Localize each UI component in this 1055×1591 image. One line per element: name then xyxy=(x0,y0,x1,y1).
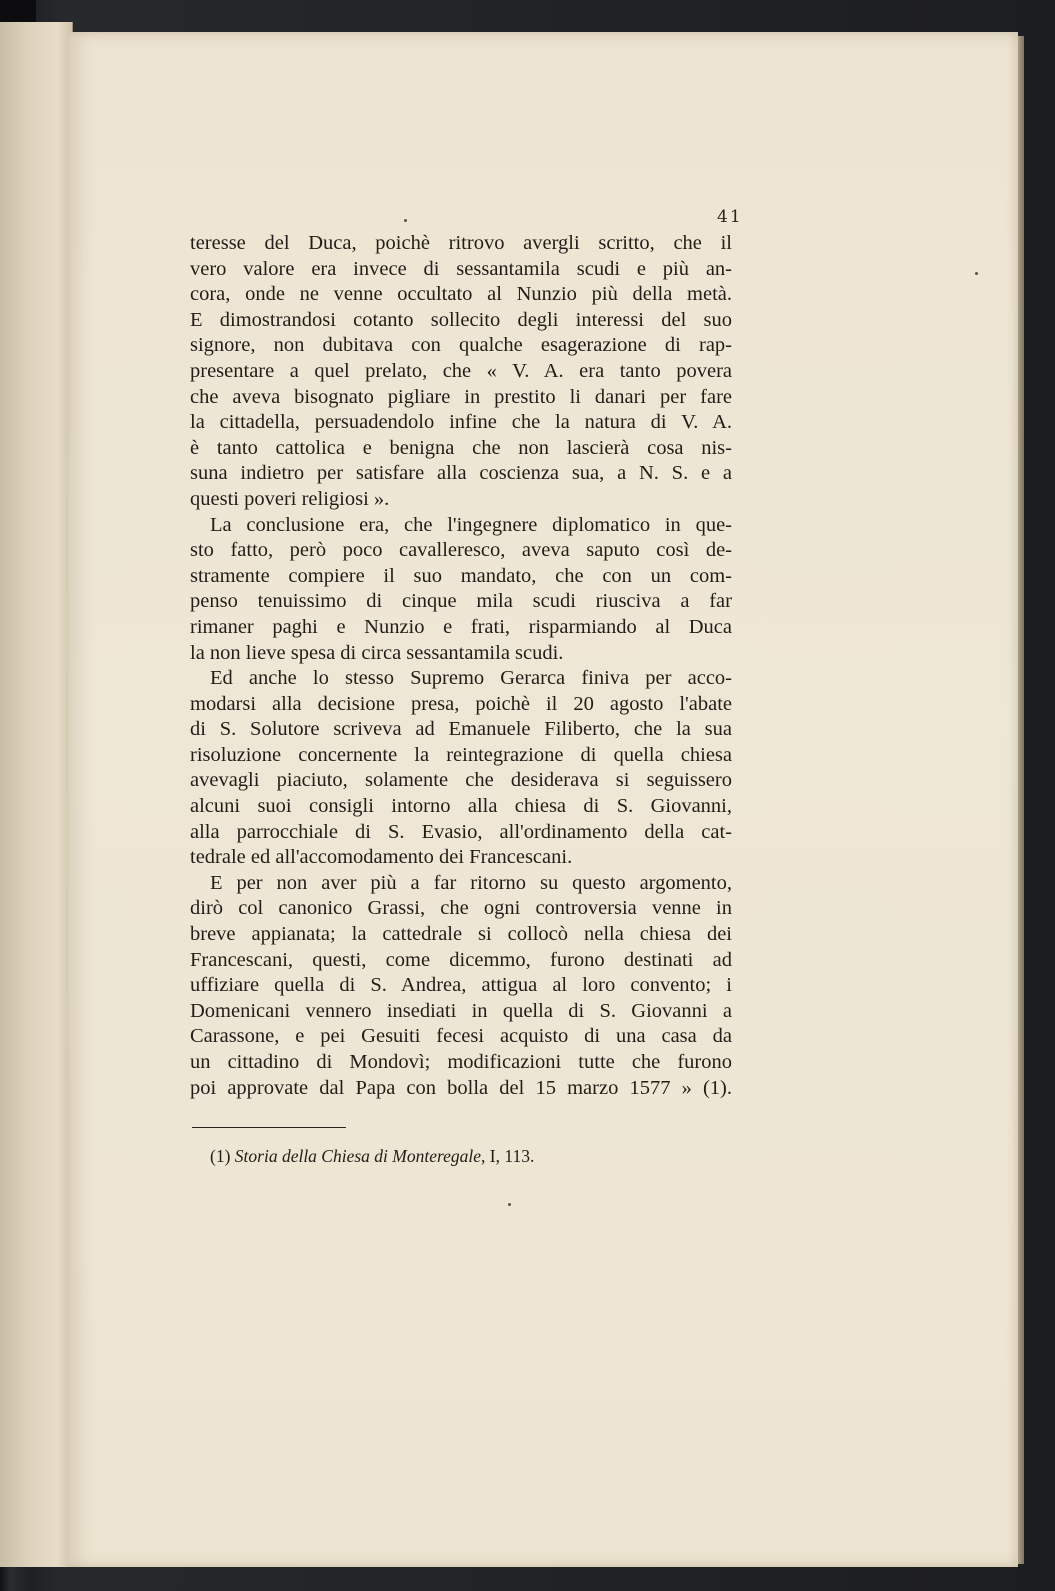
text-line: breve appianata; la cattedrale si collocò nella chiesa dei xyxy=(190,923,732,946)
text-line: è tanto cattolica e benigna che non lascierà cosa nis- xyxy=(190,436,732,459)
footnote-title: Storia della Chiesa di Monteregale xyxy=(234,1146,482,1166)
text-line: Ed anche lo stesso Supremo Gerarca finiva per acco- xyxy=(210,667,732,690)
text-line: la cittadella, persuadendolo infine che la natura di V. A. xyxy=(190,411,732,434)
paper-speck xyxy=(404,219,407,222)
text-line: stramente compiere il suo mandato, che con un com- xyxy=(190,564,732,587)
text-line: E per non aver più a far ritorno su questo argomento, xyxy=(210,871,732,894)
footnote-divider xyxy=(192,1127,346,1128)
text-line: la non lieve spesa di circa sessantamila scudi. xyxy=(190,641,564,664)
body-text xyxy=(190,231,732,1101)
text-line: dirò col canonico Grassi, che ogni controversia venne in xyxy=(190,897,732,920)
paper-speck xyxy=(975,272,978,275)
text-line: presentare a quel prelato, che « V. A. era tanto povera xyxy=(190,359,732,382)
footnote xyxy=(210,1146,534,1167)
text-line: La conclusione era, che l'ingegnere diplomatico in que- xyxy=(210,513,732,536)
text-line: suna indietro per satisfare alla coscienza sua, a N. S. e a xyxy=(190,462,732,485)
text-line: questi poveri religiosi ». xyxy=(190,487,390,510)
text-line: modarsi alla decisione presa, poichè il 20 agosto l'abate xyxy=(190,692,732,715)
text-line: risoluzione concernente la reintegrazione di quella chiesa xyxy=(190,743,732,766)
text-line: penso tenuissimo di cinque mila scudi riusciva a far xyxy=(190,590,732,613)
page-number: 41 xyxy=(717,207,743,227)
text-line: Carassone, e pei Gesuiti fecesi acquisto di una casa da xyxy=(190,1025,732,1048)
text-line: che aveva bisognato pigliare in prestito li danari per fare xyxy=(190,385,732,408)
footnote-marker: (1) xyxy=(210,1146,231,1166)
text-line: di S. Solutore scriveva ad Emanuele Filiberto, che la sua xyxy=(190,718,732,741)
text-line: Domenicani vennero insediati in quella di S. Giovanni a xyxy=(190,999,732,1022)
footnote-reference: , I, 113. xyxy=(481,1146,535,1166)
text-line: signore, non dubitava con qualche esagerazione di rap- xyxy=(190,334,732,357)
text-line: un cittadino di Mondovì; modificazioni tutte che furono xyxy=(190,1051,732,1073)
text-line: cora, onde ne venne occultato al Nunzio più della metà. xyxy=(190,283,732,306)
text-line: rimaner paghi e Nunzio e frati, risparmiando al Duca xyxy=(190,615,732,638)
text-line: Francescani, questi, come dicemmo, furono destinati ad xyxy=(190,948,732,971)
previous-page-edge xyxy=(0,22,73,1567)
text-line: sto fatto, però poco cavalleresco, aveva saputo così de- xyxy=(190,539,732,562)
text-line: teresse del Duca, poichè ritrovo avergli scritto, che il xyxy=(190,232,732,254)
text-line: alcuni suoi consigli intorno alla chiesa di S. Giovanni, xyxy=(190,795,732,818)
text-line: poi approvate dal Papa con bolla del 15 marzo 1577 » (1). xyxy=(190,1076,732,1099)
paper-speck xyxy=(508,1203,511,1206)
text-line: avevagli piaciuto, solamente che desiderava si seguissero xyxy=(190,769,732,792)
book-binding-edge xyxy=(0,0,36,22)
text-line: vero valore era invece di sessantamila scudi e più an- xyxy=(190,257,732,280)
text-line: uffiziare quella di S. Andrea, attigua al loro convento; i xyxy=(190,974,732,997)
text-line: tedrale ed all'accomodamento dei Francescani. xyxy=(190,846,573,869)
text-line: E dimostrandosi cotanto sollecito degli interessi del suo xyxy=(190,308,732,331)
text-line: alla parrocchiale di S. Evasio, all'ordinamento della cat- xyxy=(190,820,732,843)
